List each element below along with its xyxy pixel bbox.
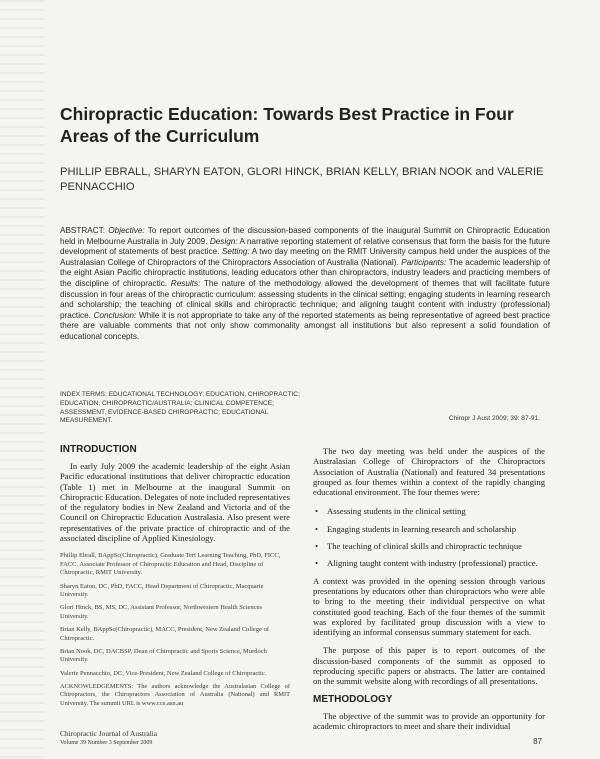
affiliation-item: Glori Hinck, BS, MS, DC, Assistant Professor, Northwestern Health Sciences University.	[60, 604, 262, 620]
results-label: Results:	[170, 278, 201, 288]
introduction-paragraph: In early July 2009 the academic leadership of the eight Asian Pacific educational institutions that deliver chiropractic education (Table 1) met in Melbourne at the inaugural Summit on Chiropractic Education. Delegates of note included representatives of the regulatory bodies in New Zealand and Victoria and of the Council on Chiropractic Education Australasia. Also present were representatives of the private practice of chiropractic and of the associated discipline of Applied Kinesiology.	[60, 461, 290, 544]
body-paragraph: The objective of the summit was to provide an opportunity for academic chiropractors to meet and share their individual	[313, 710, 545, 731]
scan-shadow-edge	[0, 0, 44, 759]
list-item: • Engaging students in learning research and scholarship	[315, 523, 517, 534]
design-text: A narrative reporting statement of relative consensus that form the basis for the future development of statements of best practice.	[60, 236, 550, 257]
affiliation-item: Sharyn Eaton, DC, PhD, FACC, Head Department of Chiropractic, Macquarie University.	[60, 582, 264, 598]
objective-label: Objective:	[108, 226, 145, 235]
article-title: Chiropractic Education: Towards Best Practice in Four Areas of the Curriculum	[60, 104, 514, 146]
journal-issue: Volume 39 Number 3 September 2009	[60, 739, 153, 746]
objective-text: To report outcomes of the discussion-based components of the inaugural Summit on Chiropractic Education held in Melbourne Australia in July 2009.	[60, 226, 550, 246]
methodology-heading: METHODOLOGY	[313, 693, 393, 705]
affiliation-item: Valerie Pennacchio, DC, Vice-President, New Zealand College of Chiropractic.	[60, 669, 267, 677]
bullet-icon: •	[315, 523, 319, 534]
body-paragraph: The two day meeting was held under the auspices of the Australasian College of Chiropractors of the Chiropractors Association of Australia (National) and featured 34 presentations grouped as four themes within a context of the rapidly changing educational environment. The four themes were:	[313, 446, 545, 498]
participants-text: The academic leadership of the eight Asian Pacific chiropractic institutions, leading educators other than chiropractors, industry leaders and practicing members of the discipline of chiropractic.	[60, 257, 550, 288]
author-affiliations	[60, 552, 290, 678]
setting-label: Setting:	[221, 247, 250, 257]
participants-label: Participants:	[401, 257, 447, 267]
setting-text: A two day meeting on the RMIT University campus held under the auspices of the Australasian College of Chiropractors of the Chiropractors Association of Australia (National).	[60, 247, 550, 267]
list-item: • Assessing students in the clinical setting	[315, 506, 466, 517]
design-label: Design:	[209, 236, 238, 246]
affiliation-item: Phillip Ebrall, BAppSc(Chiropractic), Graduate Tert Learning Teaching, PhD, FICC, FACC. Associate Professor of Chiropractic Education and Head, Discipline of Chiropractic, RMIT University.	[60, 552, 281, 577]
introduction-heading: INTRODUCTION	[60, 444, 137, 455]
list-item: • The teaching of clinical skills and chiropractic technique	[315, 541, 522, 552]
body-paragraph: A context was provided in the opening session through various presentations by educators other than chiropractors who were able to bring to the meeting their individual perspective on what constituted good teaching. Each of the four themes of the summit was explored by facilitated group discussion with a view to identifying an informal consensus summary statement for each.	[313, 575, 545, 638]
conclusion-label: Conclusion:	[93, 310, 137, 320]
index-terms: INDEX TERMS: EDUCATIONAL TECHNOLOGY; EDUCATION, CHIROPRACTIC; EDUCATION, CHIROPRACTIC/AUSTRALIA; CLINICAL COMPETENCE; ASSESSMENT, EVIDENCE-BASED CHIROPRACTIC; EDUCATIONAL MEASUREMENT.	[60, 391, 300, 425]
right-column	[313, 446, 545, 731]
acknowledgements: ACKNOWLEDGEMENTS: The authors acknowledge the Australasian College of Chiropractors, the Chiropractors Association of Australia (National) and RMIT University. The summit URL is www.cce.asn.au	[60, 683, 290, 707]
bullet-icon: •	[315, 506, 319, 517]
author-list: PHILLIP EBRALL, SHARYN EATON, GLORI HINCK, BRIAN KELLY, BRIAN NOOK and VALERIE PENNACCHIO	[60, 166, 544, 193]
abstract	[60, 226, 550, 343]
bullet-icon: •	[315, 558, 319, 569]
results-text: The nature of the methodology allowed the development of themes that will facilitate future discussion in four areas of the chiropractic curriculum: assessing students in the clinical setting; engaging students in learning research and scholarship; the teaching of clinical skills and chiropractic technique; and aligning taught content with industry (professional) practice.	[60, 278, 550, 320]
abstract-label: ABSTRACT:	[60, 226, 106, 235]
affiliation-item: Brian Kelly, BAppSc(Chiropractic), MACC, President, New Zealand College of Chiropractic.	[60, 626, 269, 642]
body-paragraph: The purpose of this paper is to report outcomes of the discussion-based components of the summit as opposed to reproducing specific papers or abstracts. The latter are contained on the summit website along with recordings of all presentations.	[313, 645, 545, 687]
citation: Chiropr J Aust 2009; 39: 87-91.	[448, 415, 540, 422]
list-item: • Aligning taught content with industry (professional) practice.	[315, 558, 538, 569]
page-number: 87	[533, 737, 542, 746]
journal-name: Chiropractic Journal of Australia	[60, 729, 158, 738]
affiliation-item: Brian Nook, DC, DACBSP, Dean of Chiropractic and Sports Science, Murdoch University.	[60, 648, 267, 664]
journal-footer	[60, 730, 157, 747]
bullet-icon: •	[315, 541, 319, 552]
summit-themes-list	[313, 506, 545, 568]
left-column	[60, 444, 290, 708]
conclusion-text: While it is not appropriate to take any of the reported statements as being representative of agreed best practice there are valuable comments that not only show commonality amongst all institutions but also represent a solid foundation of educational concepts.	[60, 310, 551, 341]
